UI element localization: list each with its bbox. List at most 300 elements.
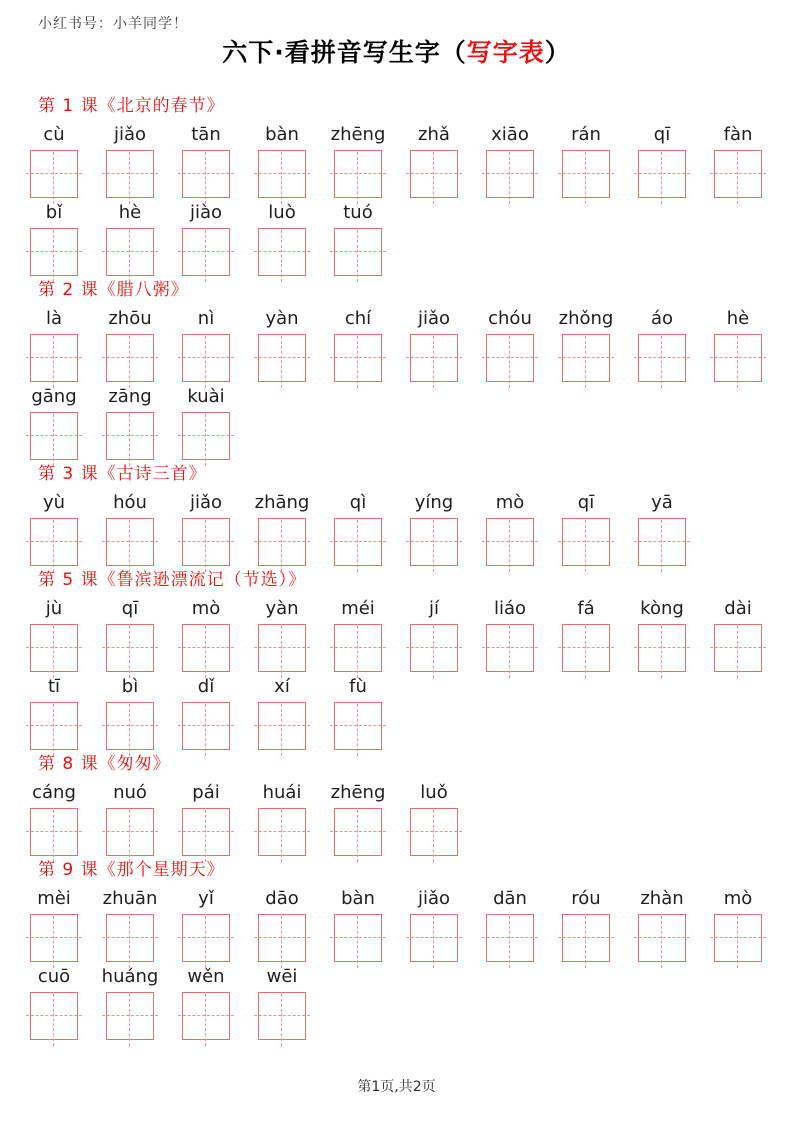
pinyin-label: wěn (187, 966, 225, 987)
lesson-heading: 第 2 课《腊八粥》 (38, 280, 189, 300)
grid-dash-vertical (205, 230, 206, 282)
character-cell (258, 598, 334, 676)
grid-dash-horizontal (26, 357, 82, 358)
writing-grid-box (30, 702, 78, 750)
writing-grid-box (638, 914, 686, 962)
writing-grid-box (106, 412, 154, 460)
writing-grid-box (182, 992, 230, 1040)
grid-dash-horizontal (102, 831, 158, 832)
writing-grid-box (182, 412, 230, 460)
character-cell (182, 202, 258, 280)
pinyin-box-row (30, 676, 789, 754)
grid-dash-horizontal (178, 831, 234, 832)
character-cell (30, 598, 106, 676)
pinyin-box-row (30, 202, 789, 280)
writing-grid-box (182, 518, 230, 566)
character-cell (106, 386, 182, 464)
grid-dash-vertical (585, 626, 586, 678)
pinyin-label: róu (571, 888, 601, 909)
grid-dash-vertical (509, 626, 510, 678)
grid-dash-vertical (661, 626, 662, 678)
grid-dash-horizontal (254, 357, 310, 358)
grid-dash-vertical (585, 520, 586, 572)
grid-dash-horizontal (178, 647, 234, 648)
grid-dash-vertical (205, 626, 206, 678)
pinyin-label: dǐ (197, 676, 215, 697)
pinyin-label: chóu (488, 308, 532, 329)
character-cell (106, 676, 182, 754)
character-cell (562, 492, 638, 570)
grid-dash-vertical (357, 336, 358, 388)
pinyin-label: bàn (341, 888, 375, 909)
writing-grid-box (486, 334, 534, 382)
pinyin-label: chí (344, 308, 372, 329)
character-cell (558, 308, 638, 386)
writing-grid-box (714, 334, 762, 382)
writing-grid-box (30, 624, 78, 672)
character-cell (334, 202, 410, 280)
grid-dash-vertical (281, 916, 282, 968)
pinyin-label: méi (341, 598, 375, 619)
writing-grid-box (638, 334, 686, 382)
pinyin-label: gāng (31, 386, 77, 407)
pinyin-label: áo (650, 308, 674, 329)
grid-dash-horizontal (710, 173, 766, 174)
pinyin-label: luǒ (420, 782, 448, 803)
grid-dash-vertical (53, 230, 54, 282)
writing-grid-box (106, 914, 154, 962)
pinyin-label: xí (274, 676, 290, 697)
grid-dash-horizontal (634, 937, 690, 938)
grid-dash-vertical (281, 520, 282, 572)
pinyin-label: là (45, 308, 63, 329)
writing-grid-box (258, 228, 306, 276)
grid-dash-vertical (205, 414, 206, 466)
grid-dash-horizontal (102, 173, 158, 174)
pinyin-label: fù (349, 676, 367, 697)
writing-grid-box (638, 150, 686, 198)
pinyin-label: jí (428, 598, 439, 619)
grid-dash-horizontal (26, 725, 82, 726)
character-cell (30, 124, 106, 202)
grid-dash-vertical (357, 810, 358, 862)
writing-grid-box (30, 518, 78, 566)
character-cell (714, 598, 790, 676)
grid-dash-vertical (661, 152, 662, 204)
xiaohongshu-note: 小红书号：小羊同学！ (38, 16, 188, 32)
pinyin-label: cáng (32, 782, 76, 803)
grid-dash-vertical (737, 336, 738, 388)
pinyin-label: yā (651, 492, 673, 513)
grid-dash-vertical (737, 152, 738, 204)
grid-dash-vertical (129, 704, 130, 756)
grid-dash-vertical (129, 152, 130, 204)
character-cell (410, 492, 486, 570)
writing-grid-box (486, 150, 534, 198)
character-cell (30, 888, 106, 966)
character-cell (334, 492, 410, 570)
grid-dash-horizontal (102, 251, 158, 252)
grid-dash-vertical (357, 520, 358, 572)
grid-dash-horizontal (406, 937, 462, 938)
grid-dash-vertical (585, 916, 586, 968)
grid-dash-vertical (737, 626, 738, 678)
pinyin-box-row (30, 308, 789, 386)
writing-grid-box (182, 228, 230, 276)
writing-grid-box (258, 624, 306, 672)
character-cell (258, 888, 334, 966)
pinyin-label: luò (268, 202, 296, 223)
grid-dash-horizontal (254, 1015, 310, 1016)
character-cell (714, 308, 790, 386)
grid-dash-vertical (585, 152, 586, 204)
character-cell (258, 782, 334, 860)
writing-grid-box (30, 228, 78, 276)
grid-dash-horizontal (254, 831, 310, 832)
grid-dash-vertical (53, 336, 54, 388)
character-cell (486, 492, 562, 570)
grid-dash-vertical (661, 916, 662, 968)
pinyin-box-row (30, 966, 789, 1044)
writing-grid-box (334, 334, 382, 382)
grid-dash-horizontal (330, 251, 386, 252)
grid-dash-vertical (433, 152, 434, 204)
grid-dash-horizontal (558, 937, 614, 938)
character-cell (486, 598, 562, 676)
grid-dash-horizontal (26, 1015, 82, 1016)
writing-grid-box (486, 914, 534, 962)
grid-dash-horizontal (634, 647, 690, 648)
character-cell (638, 598, 714, 676)
grid-dash-horizontal (26, 173, 82, 174)
writing-grid-box (562, 914, 610, 962)
grid-dash-horizontal (254, 251, 310, 252)
character-cell (30, 492, 106, 570)
grid-dash-vertical (509, 152, 510, 204)
pinyin-label: tān (191, 124, 221, 145)
page-title (0, 36, 793, 70)
writing-grid-box (334, 808, 382, 856)
grid-dash-vertical (53, 916, 54, 968)
grid-dash-horizontal (26, 541, 82, 542)
character-cell (334, 888, 410, 966)
grid-dash-horizontal (710, 937, 766, 938)
grid-dash-vertical (357, 230, 358, 282)
grid-dash-horizontal (634, 173, 690, 174)
grid-dash-horizontal (482, 173, 538, 174)
character-cell (410, 782, 486, 860)
grid-dash-horizontal (710, 357, 766, 358)
pinyin-label: zāng (108, 386, 152, 407)
grid-dash-horizontal (482, 937, 538, 938)
character-cell (182, 124, 258, 202)
writing-grid-box (106, 150, 154, 198)
pinyin-label: tuó (343, 202, 373, 223)
pinyin-label: hè (118, 202, 142, 223)
character-cell (638, 888, 714, 966)
writing-grid-box (334, 150, 382, 198)
grid-dash-horizontal (102, 1015, 158, 1016)
pinyin-label: pái (192, 782, 220, 803)
writing-grid-box (30, 412, 78, 460)
grid-dash-vertical (509, 336, 510, 388)
pinyin-label: tī (47, 676, 61, 697)
character-cell (486, 888, 562, 966)
grid-dash-horizontal (178, 937, 234, 938)
writing-grid-box (410, 518, 458, 566)
grid-dash-horizontal (254, 937, 310, 938)
character-cell (330, 782, 410, 860)
writing-grid-box (410, 624, 458, 672)
character-cell (410, 598, 486, 676)
character-cell (106, 124, 182, 202)
lesson-section (30, 96, 789, 280)
lesson-section (30, 570, 789, 754)
character-cell (30, 782, 106, 860)
character-cell (106, 492, 182, 570)
grid-dash-horizontal (178, 173, 234, 174)
pinyin-label: kuài (187, 386, 225, 407)
character-cell (182, 386, 258, 464)
grid-dash-vertical (53, 152, 54, 204)
lesson-heading: 第 8 课《匆匆》 (38, 754, 171, 774)
writing-grid-box (410, 150, 458, 198)
character-cell (486, 308, 562, 386)
grid-dash-horizontal (26, 435, 82, 436)
grid-dash-horizontal (102, 357, 158, 358)
grid-dash-horizontal (558, 357, 614, 358)
pinyin-label: jiǎo (189, 492, 223, 513)
grid-dash-vertical (205, 336, 206, 388)
grid-dash-horizontal (178, 357, 234, 358)
grid-dash-horizontal (330, 541, 386, 542)
grid-dash-vertical (433, 810, 434, 862)
grid-dash-vertical (129, 230, 130, 282)
character-cell (182, 888, 258, 966)
pinyin-label: zhēng (330, 782, 386, 803)
grid-dash-horizontal (330, 831, 386, 832)
grid-dash-horizontal (634, 357, 690, 358)
pinyin-box-row (30, 124, 789, 202)
writing-grid-box (334, 702, 382, 750)
grid-dash-vertical (433, 626, 434, 678)
lesson-section (30, 464, 789, 570)
writing-grid-box (562, 334, 610, 382)
pinyin-label: rán (571, 124, 601, 145)
character-cell (330, 124, 410, 202)
pinyin-box-row (30, 598, 789, 676)
pinyin-label: bǐ (45, 202, 63, 223)
character-cell (182, 308, 258, 386)
writing-grid-box (638, 624, 686, 672)
lesson-heading: 第 5 课《鲁滨逊漂流记（节选）》 (38, 570, 307, 590)
grid-dash-horizontal (26, 647, 82, 648)
pinyin-label: mò (495, 492, 525, 513)
page-title-suffix: ） (544, 38, 571, 67)
grid-dash-vertical (281, 336, 282, 388)
writing-grid-box (106, 518, 154, 566)
writing-grid-box (182, 334, 230, 382)
pinyin-label: hè (726, 308, 750, 329)
pinyin-label: zhàn (640, 888, 684, 909)
pinyin-label: jiào (189, 202, 223, 223)
writing-grid-box (106, 702, 154, 750)
character-cell (410, 124, 486, 202)
grid-dash-vertical (53, 704, 54, 756)
grid-dash-horizontal (330, 357, 386, 358)
grid-dash-horizontal (178, 251, 234, 252)
pinyin-label: nuó (113, 782, 147, 803)
pinyin-label: qī (653, 124, 671, 145)
grid-dash-vertical (357, 916, 358, 968)
character-cell (30, 308, 106, 386)
pinyin-label: bì (121, 676, 139, 697)
pinyin-label: huái (262, 782, 302, 803)
grid-dash-vertical (53, 810, 54, 862)
writing-grid-box (562, 624, 610, 672)
grid-dash-vertical (509, 916, 510, 968)
grid-dash-horizontal (254, 725, 310, 726)
writing-grid-box (258, 992, 306, 1040)
writing-grid-box (258, 518, 306, 566)
lesson-section (30, 860, 789, 1044)
character-cell (486, 124, 562, 202)
grid-dash-vertical (281, 626, 282, 678)
grid-dash-horizontal (330, 725, 386, 726)
writing-grid-box (638, 518, 686, 566)
character-cell (182, 676, 258, 754)
grid-dash-vertical (357, 152, 358, 204)
page-title-main: 六下·看拼音写生字（ (222, 38, 467, 67)
pinyin-label: zhāng (254, 492, 310, 513)
page-number: 第1页,共2页 (357, 1079, 436, 1095)
writing-grid-box (410, 914, 458, 962)
grid-dash-vertical (53, 994, 54, 1046)
pinyin-label: yàn (265, 598, 299, 619)
writing-grid-box (334, 624, 382, 672)
character-cell (106, 202, 182, 280)
character-cell (410, 308, 486, 386)
sections-container (30, 96, 789, 1044)
pinyin-box-row (30, 888, 789, 966)
grid-dash-horizontal (710, 647, 766, 648)
pinyin-label: fá (577, 598, 595, 619)
writing-grid-box (714, 914, 762, 962)
writing-grid-box (714, 150, 762, 198)
grid-dash-vertical (509, 520, 510, 572)
page-title-highlight: 写字表 (466, 38, 545, 67)
lesson-heading: 第 3 课《古诗三首》 (38, 464, 207, 484)
character-cell (562, 888, 638, 966)
character-cell (182, 492, 258, 570)
pinyin-label: huáng (101, 966, 159, 987)
grid-dash-vertical (205, 152, 206, 204)
character-cell (106, 598, 182, 676)
grid-dash-vertical (53, 414, 54, 466)
grid-dash-vertical (129, 414, 130, 466)
writing-grid-box (106, 992, 154, 1040)
grid-dash-horizontal (406, 541, 462, 542)
lesson-heading: 第 9 课《那个星期天》 (38, 860, 225, 880)
grid-dash-horizontal (482, 647, 538, 648)
pinyin-label: zhǎ (418, 124, 450, 145)
pinyin-label: dān (493, 888, 527, 909)
pinyin-label: fàn (723, 124, 753, 145)
grid-dash-vertical (661, 520, 662, 572)
lesson-section (30, 280, 789, 464)
grid-dash-horizontal (558, 173, 614, 174)
writing-grid-box (30, 334, 78, 382)
writing-grid-box (30, 150, 78, 198)
writing-grid-box (182, 702, 230, 750)
pinyin-label: dài (724, 598, 752, 619)
writing-grid-box (258, 808, 306, 856)
grid-dash-vertical (129, 520, 130, 572)
pinyin-label: zhōu (108, 308, 152, 329)
character-cell (106, 308, 182, 386)
writing-grid-box (30, 914, 78, 962)
character-cell (182, 782, 258, 860)
character-cell (101, 966, 182, 1044)
pinyin-label: jiǎo (113, 124, 147, 145)
character-cell (258, 676, 334, 754)
writing-grid-box (334, 914, 382, 962)
character-cell (30, 676, 106, 754)
pinyin-label: dāo (265, 888, 299, 909)
grid-dash-vertical (129, 810, 130, 862)
character-cell (334, 676, 410, 754)
writing-grid-box (334, 228, 382, 276)
character-cell (562, 124, 638, 202)
grid-dash-horizontal (26, 251, 82, 252)
grid-dash-horizontal (558, 541, 614, 542)
grid-dash-vertical (53, 520, 54, 572)
character-cell (334, 308, 410, 386)
character-cell (30, 202, 106, 280)
character-cell (714, 888, 790, 966)
grid-dash-horizontal (178, 541, 234, 542)
grid-dash-vertical (205, 520, 206, 572)
grid-dash-horizontal (102, 647, 158, 648)
grid-dash-horizontal (102, 725, 158, 726)
grid-dash-horizontal (254, 541, 310, 542)
character-cell (254, 492, 334, 570)
grid-dash-vertical (129, 916, 130, 968)
pinyin-label: yàn (265, 308, 299, 329)
grid-dash-horizontal (406, 357, 462, 358)
grid-dash-horizontal (406, 173, 462, 174)
pinyin-label: yǐ (198, 888, 214, 909)
pinyin-label: kòng (640, 598, 684, 619)
character-cell (30, 966, 106, 1044)
pinyin-label: jù (45, 598, 63, 619)
grid-dash-horizontal (178, 725, 234, 726)
character-cell (258, 202, 334, 280)
writing-grid-box (182, 150, 230, 198)
character-cell (258, 308, 334, 386)
pinyin-label: cuō (37, 966, 71, 987)
character-cell (258, 124, 334, 202)
grid-dash-vertical (433, 336, 434, 388)
grid-dash-horizontal (330, 937, 386, 938)
grid-dash-horizontal (482, 541, 538, 542)
grid-dash-horizontal (330, 173, 386, 174)
writing-grid-box (410, 334, 458, 382)
character-cell (258, 966, 334, 1044)
grid-dash-vertical (129, 994, 130, 1046)
pinyin-label: mèi (37, 888, 71, 909)
pinyin-label: nì (197, 308, 215, 329)
